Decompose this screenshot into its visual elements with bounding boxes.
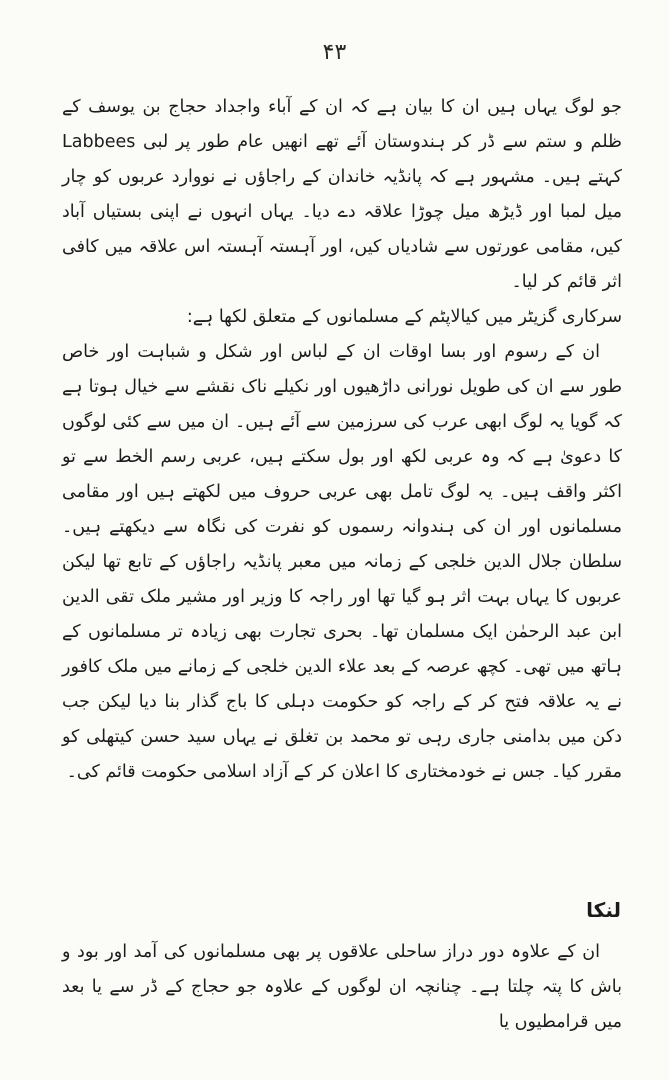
section-heading: لنکا [586, 898, 621, 922]
paragraph: سرکاری گزیٹر میں کیالاپٹم کے مسلمانوں کے متعلق لکھا ہے: [186, 307, 622, 327]
body-text [62, 90, 622, 790]
paragraph-quote: ان کے رسوم اور بسا اوقات ان کے لباس اور شکل و شباہت اور خاص طور سے ان کی طویل نورانی داڑھیوں اور نکیلے ناک نقشے سے خیال ہوتا ہے کہ گویا یہ لوگ ابھی عرب کی سرزمین سے آئے ہیں۔ ان میں سے کئی لوگوں کا دعویٰ ہے کہ وہ عربی لکھ اور بول سکتے ہیں، عربی رسم الخط سے تو اکثر واقف ہیں۔ یہ لوگ تامل بھی عربی حروف میں لکھتے ہیں اور مقامی مسلمانوں اور ان کی ہندوانہ رسموں کو نفرت کی نگاہ سے دیکھتے ہیں۔ سلطان جلال الدین خلجی کے زمانہ میں معبر پانڈیہ راجاؤں کے تابع تھا لیکن عربوں کا یہاں بہت اثر ہو گیا تھا اور راجہ کا وزیر اور مشیر ملک تقی الدین ابن عبد الرحمٰن ایک مسلمان تھا۔ بحری تجارت بھی زیادہ تر مسلمانوں کے ہاتھ میں تھی۔ کچھ عرصہ کے بعد علاء الدین خلجی کے زمانے میں ملک کافور نے یہ علاقہ فتح کر کے راجہ کو حکومت دہلی کا باج گذار بنا دیا لیکن جب دکن میں بدامنی جاری رہی تو محمد بن تغلق نے یہاں سید حسن کیتھلی کو مقرر کیا۔ جس نے خودمختاری کا اعلان کر کے آزاد اسلامی حکومت قائم کی۔ [62, 342, 622, 782]
tail-text [62, 935, 622, 1040]
page-number: ۴۳ [322, 40, 347, 65]
paragraph: جو لوگ یہاں ہیں ان کا بیان ہے کہ ان کے آباء واجداد حجاج بن یوسف کے ظلم و ستم سے ڈر کر ہندوستان آئے تھے انھیں عام طور پر لبی Labbees کہتے ہیں۔ مشہور ہے کہ پانڈیہ خاندان کے راجاؤں نے نووارد عربوں کو چار میل لمبا اور ڈیڑھ میل چوڑا علاقہ دے دیا۔ یہاں انہوں نے اپنی بستیاں آباد کیں، مقامی عورتوں سے شادیاں کیں، اور آہستہ آہستہ اس علاقہ میں کافی اثر قائم کر لیا۔ [62, 97, 622, 292]
paragraph: ان کے علاوہ دور دراز ساحلی علاقوں پر بھی مسلمانوں کی آمد اور بود و باش کا پتہ چلتا ہے۔ چنانچہ ان لوگوں کے علاوہ جو حجاج کے ڈر سے یا بعد میں قرامطیوں یا [62, 942, 622, 1032]
